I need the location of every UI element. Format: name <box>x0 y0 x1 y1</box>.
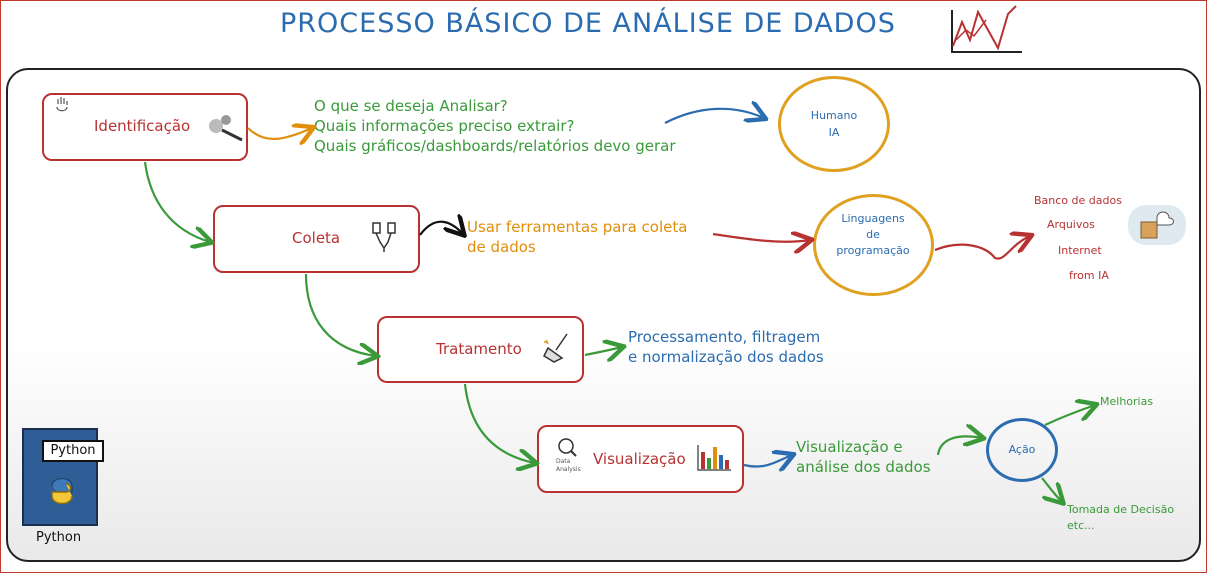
humano-ia-circle <box>778 76 890 172</box>
step-tratamento-label: Tratamento <box>436 340 522 358</box>
tomada-label-1: Tomada de Decisão <box>1067 503 1175 516</box>
step-identificacao-label: Identificação <box>94 117 191 135</box>
linguagens-label-3: programação <box>836 244 910 257</box>
source-internet: Internet <box>1058 244 1102 257</box>
coleta-text-2: de dados <box>467 238 536 256</box>
acao-label: Ação <box>1008 443 1036 456</box>
tratamento-text-1: Processamento, filtragem <box>628 328 821 346</box>
coleta-text-1: Usar ferramentas para coleta <box>467 218 688 236</box>
step-visualizacao-label: Visualização <box>593 450 686 468</box>
linguagens-label-2: de <box>866 228 880 241</box>
melhorias-label: Melhorias <box>1100 395 1154 408</box>
linguagens-label-1: Linguagens <box>841 212 905 225</box>
tomada-label-2: etc... <box>1067 519 1095 532</box>
source-banco: Banco de dados <box>1034 194 1122 207</box>
step-coleta-label: Coleta <box>292 229 341 247</box>
question-1: O que se deseja Analisar? <box>314 97 508 115</box>
source-arquivos: Arquivos <box>1047 218 1095 231</box>
humano-label: Humano <box>810 109 858 122</box>
python-caption: Python <box>36 530 82 545</box>
source-from-ia: from IA <box>1069 269 1109 282</box>
ia-label: IA <box>828 126 840 139</box>
question-3: Quais gráficos/dashboards/relatórios devo gerar <box>314 137 676 155</box>
question-2: Quais informações preciso extrair? <box>314 117 575 135</box>
data-analysis-icon-label: Data Analysis <box>556 458 581 473</box>
visualizacao-text-2: análise dos dados <box>796 458 931 476</box>
visualizacao-text-1: Visualização e <box>796 438 903 456</box>
tratamento-text-2: e normalização dos dados <box>628 348 824 366</box>
page-title: PROCESSO BÁSICO DE ANÁLISE DE DADOS <box>280 8 896 39</box>
python-book-label: Python <box>42 440 104 462</box>
